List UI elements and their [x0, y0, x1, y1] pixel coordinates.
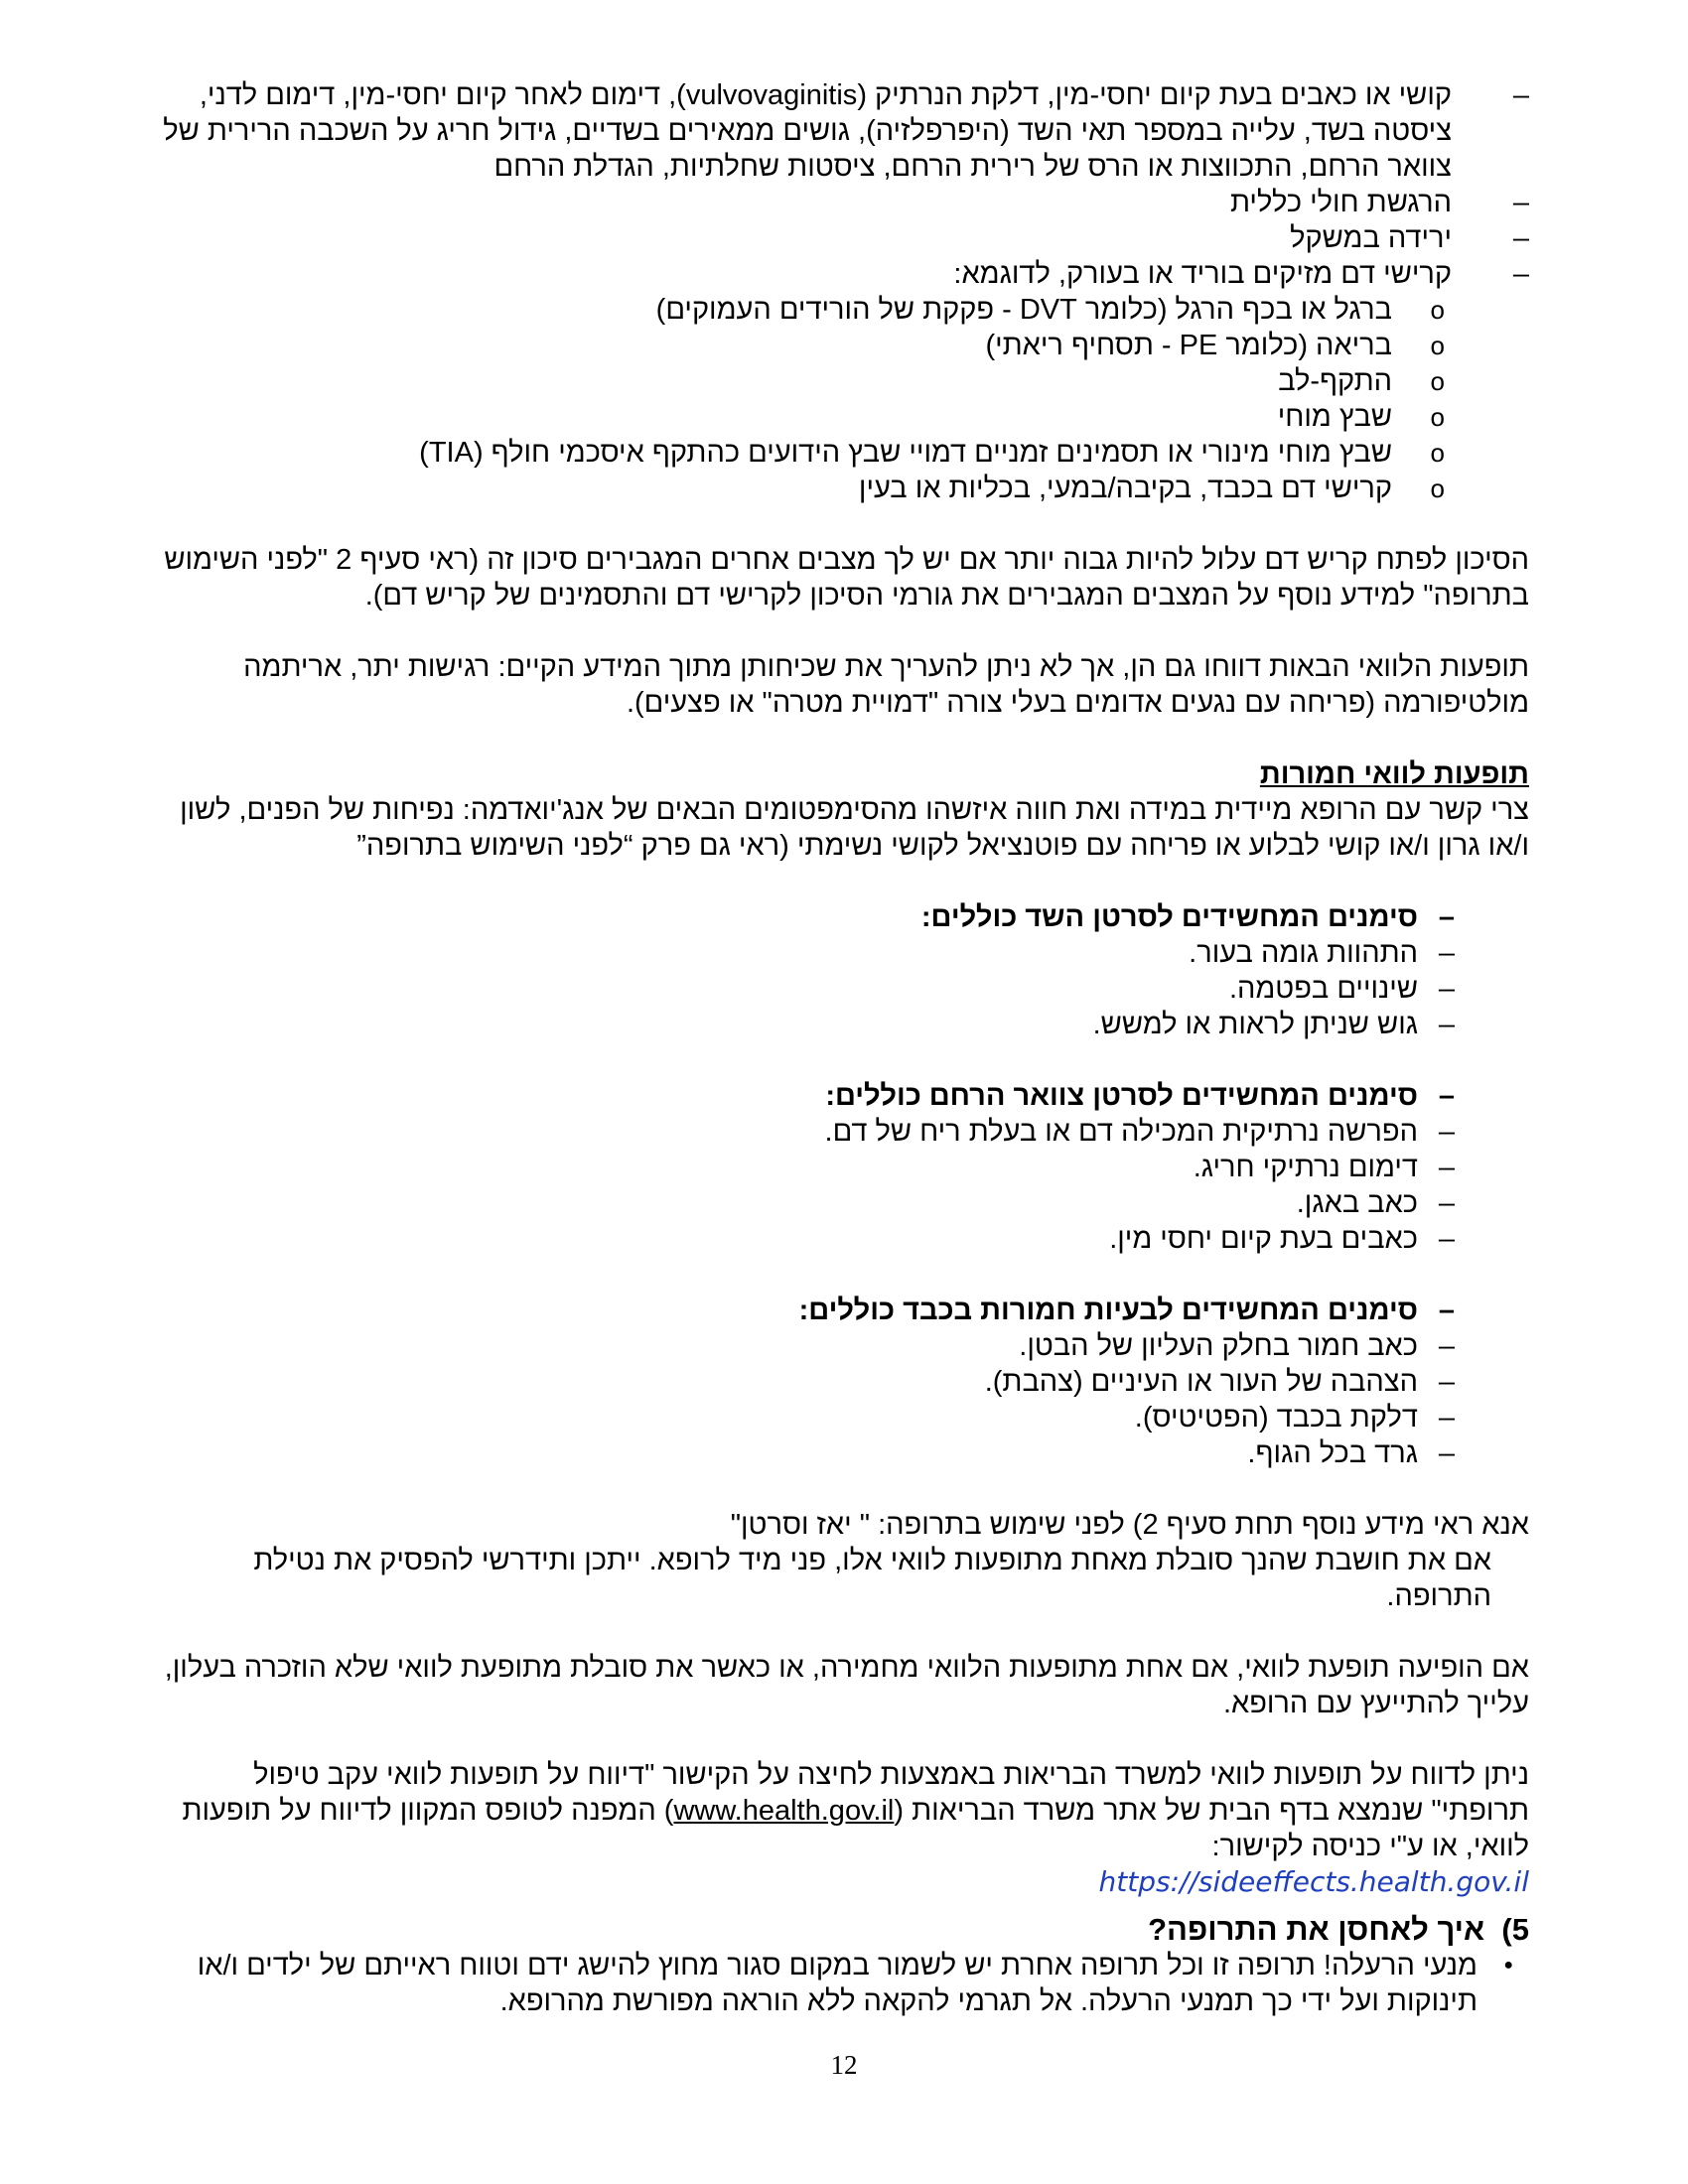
unknown-frequency-paragraph: תופעות הלוואי הבאות דווחו גם הן, אך לא ניתן להעריך את שכיחותן מתוך המידע הקיים: רגישות יתר, אריתמה מולטיפורמה (פריחה עם נגעים אדומים בעלי צורה "דמויית מטרה" או פצעים).	[243, 651, 1529, 719]
list-item-text: קושי או כאבים בעת קיום יחסי-מין, דלקת הנרתיק (vulvovaginitis), דימום לאחר קיום יחסי-מין, דימום לדני, ציסטה בשד, עלייה במספר תאי השד (היפרפלזיה), גושים ממאירים בשדיים, גידול חריג על השכבה הרירית של צוואר הרחם, התכווצות או הרס של רירית הרחם, ציסטות שחלתיות, הגדלת הרחם	[163, 79, 1452, 183]
cervical-cancer-signs	[159, 1078, 1529, 1257]
side-effects-list	[159, 77, 1529, 506]
list-item-text: ברגל או בכף הרגל (כלומר DVT - פקקת של הורידים העמוקים)	[655, 294, 1392, 326]
list-item	[159, 77, 1529, 185]
list-item: – הפרשה נרתיקית המכילה דם או בעלת ריח של דם.	[159, 1114, 1529, 1150]
list-item	[159, 292, 1529, 328]
section5-number: 5)	[1501, 1912, 1529, 1947]
report-text: ) המפנה לטופס המקוון לדיווח על תופעות לוואי, או ע"י כניסה לקישור:	[182, 1795, 1529, 1862]
list-item	[159, 185, 1529, 220]
list-item	[159, 435, 1529, 471]
list-item-text: קרישי דם מזיקים בוריד או בעורק, לדוגמא:	[953, 258, 1452, 290]
list-item: – התהוות גומה בעור.	[159, 935, 1529, 971]
list-item-text: התקף-לב	[1278, 365, 1392, 397]
report-text: ניתן לדווח על תופעות לוואי למשרד הבריאות באמצעות לחיצה על הקישור "דיווח על תופעות לוואי עקב טיפול תרופתי" שנמצא בדף הבית של אתר משרד הבריאות (	[253, 1759, 1529, 1827]
section2-reference: אנא ראי מידע נוסף תחת סעיף 2) לפני שימוש בתרופה: " יאז וסרטן"	[730, 1509, 1529, 1541]
list-item-text: קרישי דם בכבד, בקיבה/במעי, בכליות או בעין	[858, 473, 1392, 504]
list-item	[159, 399, 1529, 435]
angioedema-paragraph: צרי קשר עם הרופא מיידית במידה ואת חווה איזשהו מהסימפטומים הבאים של אנג'יואדמה: נפיחות של הפנים, לשון ו/או גרון ו/או קושי לבלוע או פריחה עם פוטנציאל לקושי נשימתי (ראי גם פרק “לפני השימוש בתרופה”	[180, 794, 1529, 862]
list-item: – שינויים בפטמה.	[159, 971, 1529, 1007]
section5-heading	[159, 1912, 1529, 1948]
list-item: – הצהבה של העור או העיניים (צהבת).	[159, 1364, 1529, 1400]
list-item	[159, 328, 1529, 363]
breast-cancer-title: – סימנים המחשידים לסרטן השד כוללים:	[159, 899, 1529, 935]
list-item	[159, 363, 1529, 399]
list-item: – גרד בכל הגוף.	[159, 1435, 1529, 1471]
sideeffects-url-link[interactable]	[159, 1864, 1529, 1900]
list-item	[159, 220, 1529, 256]
sideeffects-url-text[interactable]: https://sideeffects.health.gov.il	[1098, 1865, 1529, 1898]
list-item: – כאב באגן.	[159, 1185, 1529, 1221]
leaflet-page	[159, 77, 1529, 2019]
list-item: – כאבים בעת קיום יחסי מין.	[159, 1221, 1529, 1257]
list-item	[159, 471, 1529, 506]
health-site-link[interactable]: www.health.gov.il	[673, 1795, 895, 1827]
list-item: – דלקת בכבד (הפטיטיס).	[159, 1400, 1529, 1435]
list-item	[159, 256, 1529, 506]
list-item-text: שבץ מוחי מינורי או תסמינים זמניים דמויי שבץ הידועים כהתקף איסכמי חולף (TIA)	[419, 437, 1392, 469]
storage-list	[159, 1948, 1529, 2019]
list-item: ● מנעי הרעלה! תרופה זו וכל תרופה אחרת יש לשמור במקום סגור מחוץ להישג ידם וטווח ראייתם של ילדים ו/או תינוקות ועל ידי כך תמנעי הרעלה. אל תגרמי להקאה ללא הוראה מפורשת מהרופא.	[159, 1948, 1529, 2019]
breast-cancer-signs	[159, 899, 1529, 1042]
list-item-text: ירידה במשקל	[1290, 222, 1452, 254]
list-item-text: בריאה (כלומר PE - תסחיף ריאתי)	[985, 330, 1392, 361]
list-item: – כאב חמור בחלק העליון של הבטן.	[159, 1328, 1529, 1364]
section5-title: איך לאחסן את התרופה?	[1148, 1912, 1485, 1947]
stop-treatment-note: אם את חושבת שהנך סובלת מאחת מתופעות לוואי אלו, פני מיד לרופא. ייתכן ותידרשי להפסיק את נטילת התרופה.	[253, 1545, 1491, 1612]
cervical-cancer-title: – סימנים המחשידים לסרטן צוואר הרחם כוללים:	[159, 1078, 1529, 1114]
page-number: 12	[830, 2050, 858, 2080]
liver-problems-title: – סימנים המחשידים לבעיות חמורות בכבד כוללים:	[159, 1293, 1529, 1328]
liver-problem-signs	[159, 1293, 1529, 1471]
list-item-text: הרגשת חולי כללית	[1229, 187, 1452, 218]
severe-side-effects-heading: תופעות לוואי חמורות	[1259, 758, 1529, 790]
clot-examples-list	[159, 292, 1529, 506]
list-item: – גוש שניתן לראות או למשש.	[159, 1007, 1529, 1042]
list-item: – דימום נרתיקי חריג.	[159, 1150, 1529, 1185]
list-item-text: שבץ מוחי	[1277, 401, 1392, 433]
clot-risk-paragraph: הסיכון לפתח קריש דם עלול להיות גבוה יותר אם יש לך מצבים אחרים המגבירים סיכון זה (ראי סעיף 2 "לפני השימוש בתרופה" למידע נוסף על המצבים המגבירים את גורמי הסיכון לקרישי דם והתסמינים של קריש דם).	[164, 544, 1529, 612]
report-paragraph	[159, 1757, 1529, 1864]
consult-doctor-paragraph: אם הופיעה תופעת לוואי, אם אחת מתופעות הלוואי מחמירה, או כאשר את סובלת מתופעת לוואי שלא הוזכרה בעלון, עלייך להתייעץ עם הרופא.	[164, 1652, 1529, 1719]
